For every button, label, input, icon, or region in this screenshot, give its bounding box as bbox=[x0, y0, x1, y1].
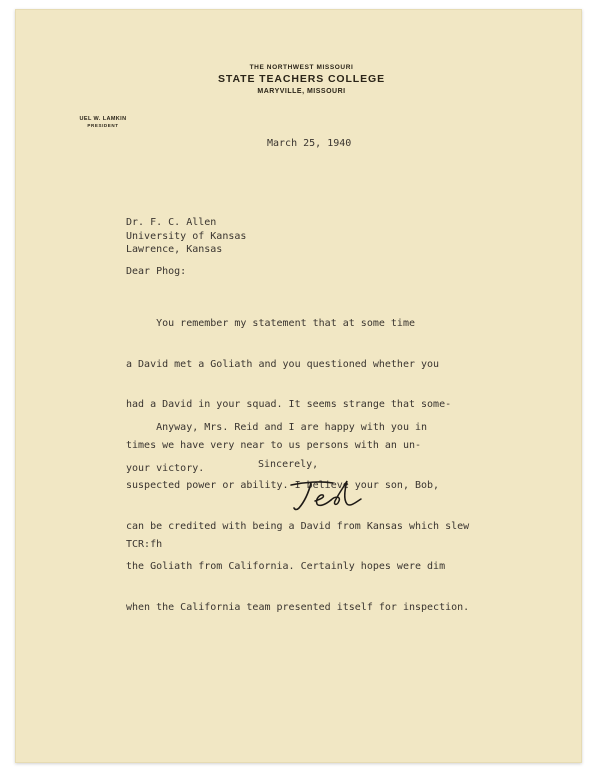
letter-paper bbox=[15, 9, 582, 763]
salutation: Dear Phog: bbox=[126, 266, 187, 277]
body-line: You remember my statement that at some time bbox=[126, 318, 415, 329]
letterhead-line-1: THE NORTHWEST MISSOURI bbox=[249, 64, 354, 71]
body-paragraph-2 bbox=[126, 394, 427, 502]
president-name: UEL W. LAMKIN bbox=[79, 116, 127, 122]
typist-initials: TCR:fh bbox=[126, 539, 163, 550]
body-line: your victory. bbox=[126, 462, 205, 474]
body-line: the Goliath from California. Certainly hopes were dim bbox=[126, 561, 446, 572]
body-line: suspected power or ability. I believe your son, Bob, bbox=[126, 480, 440, 491]
body-line: a David met a Goliath and you questioned whether you bbox=[126, 358, 440, 370]
handwritten-signature bbox=[287, 477, 367, 513]
letter-date: March 25, 1940 bbox=[267, 138, 352, 149]
address-line: Lawrence, Kansas bbox=[126, 244, 223, 255]
letterhead-location: MARYVILLE, MISSOURI bbox=[257, 88, 346, 95]
body-line: can be credited with being a David from Kansas which slew bbox=[126, 520, 470, 532]
address-line: University of Kansas bbox=[126, 230, 247, 242]
body-line: Anyway, Mrs. Reid and I are happy with you in bbox=[126, 422, 428, 433]
body-line: had a David in your squad. It seems strange that some- bbox=[126, 399, 452, 410]
president-title: PRESIDENT bbox=[87, 123, 119, 128]
recipient-address bbox=[126, 216, 246, 257]
address-line: Dr. F. C. Allen bbox=[126, 217, 217, 228]
body-line: times we have very near to us persons with an un- bbox=[126, 439, 422, 451]
closing: Sincerely, bbox=[258, 459, 319, 470]
body-line: when the California team presented itself for inspection. bbox=[126, 601, 470, 613]
letterhead-college-name: STATE TEACHERS COLLEGE bbox=[218, 73, 385, 85]
